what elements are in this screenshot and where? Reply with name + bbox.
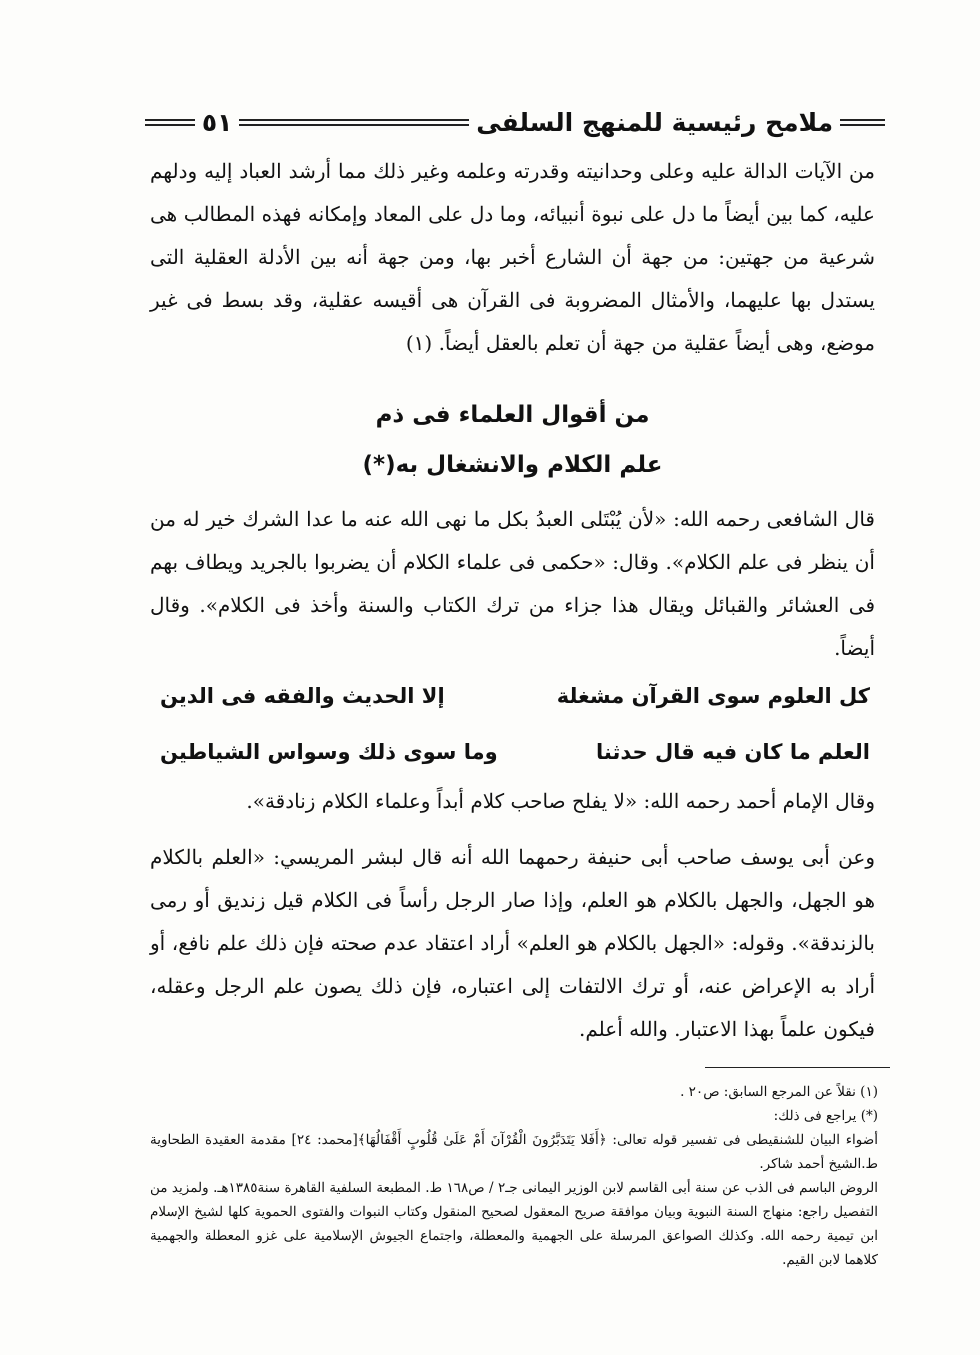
page-number: ٥١	[201, 107, 233, 137]
footnote-separator	[705, 1067, 890, 1068]
section-heading	[150, 390, 875, 490]
header-rule-left	[145, 119, 195, 126]
running-title: ملامح رئيسية للمنهج السلفى	[476, 107, 834, 137]
header-rule-right	[840, 119, 885, 126]
footnote-1: (١) نقلاً عن المرجع السابق: ص٢٠ .	[680, 1084, 878, 1100]
verse-1-second-hemistich: إلا الحديث والفقه فى الدين	[160, 684, 445, 708]
footnote-2-reference-2: الروض الباسم فى الذب عن سنة أبى القاسم لابن الوزير اليمانى جـ٢ / ص١٦٨ ط. المطبعة السلفية القاهرة سنة١٣٨٥هـ. ولمزيد من التفصيل راجع: منهاج السنة النبوية وبيان موافقة صريح المعقول لصحيح المنقول وكتاب النبوات والفتوى الحموية كلها لشيخ الإسلام ابن تيمية رحمه الله. وكذلك الصواعق المرسلة على الجهمية والمعطلة، واجتماع الجيوش الإسلامية على غزو المعطلة والجهمية كلاهما لابن القيم.	[150, 1180, 879, 1268]
header-rule-middle	[239, 119, 469, 126]
poem-verses	[160, 668, 870, 780]
verse-2-first-hemistich: العلم ما كان فيه قال حدثنا	[596, 740, 870, 764]
verse-2-second-hemistich: وما سوى ذلك وسواس الشياطين	[160, 740, 498, 764]
paragraph-ahmad: وقال الإمام أحمد رحمه الله: «لا يفلح صاحب كلام أبداً وعلماء الكلام زنادقة».	[246, 789, 875, 813]
section-heading-line1: من أقوال العلماء فى ذم	[375, 402, 650, 428]
section-heading-line2: علم الكلام والانشغال به(*)	[362, 452, 663, 478]
poem-verse-2	[160, 724, 870, 780]
footnote-2-reference-1: أضواء البيان للشنقيطى فى تفسير قوله تعالى: ﴿أَفَلا يَتَدَبَّرُونَ الْقُرْآنَ أَمْ عَلَىٰ قُلُوبٍ أَقْفَالُهَا﴾[محمد: ٢٤] مقدمة العقيدة الطحاوية ط.الشيخ أحمد شاكر.	[150, 1132, 878, 1172]
page-header	[145, 102, 885, 142]
poem-verse-1	[160, 668, 870, 724]
paragraph-intro: من الآيات الدالة عليه وعلى وحدانيته وقدرته وعلمه وغير ذلك مما أرشد العباد إليه ودلهم عليه، كما بين أيضاً ما دل على نبوة أنبيائه، وما دل على المعاد وإمكانه فهذه المطالب هى شرعية من جهتين: من جهة أن الشارع أخبر بها، ومن جهة أنه بين الأدلة العقلية التى يستدل بها عليهما، والأمثال المضروبة فى القرآن هى أقيسه عقلية، وقد بسط فى غير موضع، وهى أيضاً عقلية من جهة أن تعلم بالعقل أيضاً. (١)	[150, 159, 875, 355]
verse-1-first-hemistich: كل العلوم سوى القرآن مشغلة	[556, 684, 870, 708]
paragraph-abu-yusuf: وعن أبى يوسف صاحب أبى حنيفة رحمهما الله أنه قال لبشر المريسي: «العلم بالكلام هو الجهل، والجهل بالكلام هو العلم، وإذا صار الرجل رأساً فى الكلام قيل زنديق أو رمى بالزندقة». وقوله: «الجهل بالكلام هو العلم» أراد اعتقاد عدم صحته فإن ذلك علم نافع، أو أراد به الإعراض عنه، أو ترك الالتفات إلى اعتباره، فإن ذلك يصون علم الرجل وعقله، فيكون علماً بهذا الاعتبار. والله أعلم.	[150, 845, 875, 1041]
footnote-2-heading: (*) يراجع فى ذلك:	[773, 1108, 878, 1124]
footnotes	[150, 1080, 878, 1272]
paragraph-shafii: قال الشافعى رحمه الله: «لأن يُبْتَلى العبدُ بكل ما نهى الله عنه ما عدا الشرك خير له من أن ينظر فى علم الكلام». وقال: «حكمى فى علماء الكلام أن يضربوا بالجريد ويطاف بهم فى العشائر والقبائل ويقال هذا جزاء من ترك الكتاب والسنة وأخذ فى الكلام». وقال أيضاً.	[150, 507, 875, 660]
